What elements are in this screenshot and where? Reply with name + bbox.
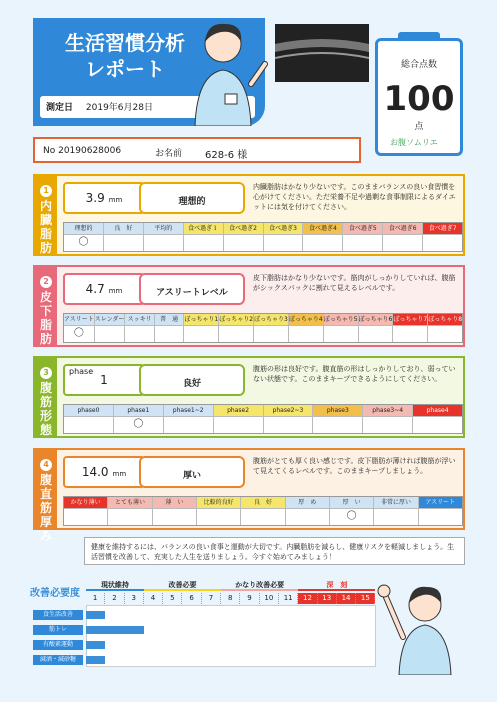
scale-header: ぽっちゃり2 bbox=[219, 314, 253, 326]
level-number: 11 bbox=[279, 593, 298, 604]
section-number: 2 bbox=[40, 276, 52, 288]
scale-mark bbox=[153, 509, 196, 525]
scale-header: phase2 bbox=[214, 405, 263, 417]
section-description: 皮下脂肪はかなり少ないです。筋肉がしっかりしていれば、腹筋がシックスパックに割れて見えるレベルです。 bbox=[253, 274, 456, 292]
scale-header: phase1~2 bbox=[164, 405, 213, 417]
level-number: 8 bbox=[221, 593, 240, 604]
level-number: 14 bbox=[337, 593, 356, 604]
scale-header: 非常に厚い bbox=[374, 497, 417, 509]
section-3 bbox=[33, 356, 465, 438]
level-number: 10 bbox=[260, 593, 279, 604]
section-title-char: 脂 bbox=[39, 318, 52, 332]
level-number: 7 bbox=[202, 593, 221, 604]
scale-header: 良 好 bbox=[241, 497, 284, 509]
scale-mark: 〇 bbox=[78, 237, 89, 248]
scale-header: スレンダー bbox=[95, 314, 125, 326]
scale-header: 食べ過ぎ6 bbox=[383, 223, 422, 235]
scale-mark: 〇 bbox=[133, 419, 144, 430]
improvement-label: 改善必要度 bbox=[30, 588, 80, 599]
scale-cell bbox=[224, 223, 264, 251]
section-tab bbox=[35, 450, 57, 543]
scale-header: 食べ過ぎ3 bbox=[264, 223, 303, 235]
section-tab bbox=[35, 267, 57, 345]
scale-mark bbox=[383, 235, 422, 251]
improvement-row-label: 筋トレ bbox=[33, 625, 83, 635]
value-prefix: phase bbox=[69, 367, 94, 376]
scale-header: かなり薄い bbox=[64, 497, 107, 509]
scale-mark bbox=[363, 417, 412, 433]
section-number: 4 bbox=[40, 459, 52, 471]
scale-mark bbox=[214, 417, 263, 433]
scale-cell bbox=[264, 223, 304, 251]
scale-header: ぽっちゃり8 bbox=[428, 314, 462, 326]
section-title-char: み bbox=[39, 529, 52, 543]
scale-header: ぽっちゃり6 bbox=[359, 314, 393, 326]
scale-mark bbox=[374, 509, 417, 525]
scale-mark bbox=[104, 235, 143, 251]
scale-mark bbox=[343, 235, 382, 251]
scale-header: 食べ過ぎ１ bbox=[184, 223, 223, 235]
section-title-char: 形 bbox=[39, 409, 52, 423]
section-title-char: 皮 bbox=[39, 290, 52, 304]
value-unit: mm bbox=[112, 470, 127, 478]
level-number: 12 bbox=[298, 593, 317, 604]
level-number: 4 bbox=[144, 593, 163, 604]
section-title-char: 腹 bbox=[39, 473, 52, 487]
scale-cell bbox=[64, 223, 104, 251]
improvement-row-label: 減酒・減砂糖 bbox=[33, 655, 83, 665]
scale-cell bbox=[359, 314, 394, 342]
scale-cell bbox=[423, 223, 462, 251]
patient-info bbox=[33, 137, 361, 163]
scale-header: ぽっちゃり4 bbox=[289, 314, 323, 326]
measurement-value bbox=[63, 273, 145, 305]
level-number: 13 bbox=[318, 593, 337, 604]
scale-cell bbox=[184, 223, 224, 251]
staff-illustration bbox=[175, 14, 270, 126]
measurement-value bbox=[63, 456, 145, 488]
scale-header: アスリート bbox=[419, 497, 462, 509]
scale-cell bbox=[95, 314, 126, 342]
level-group-header: 改善必要 bbox=[144, 580, 221, 591]
level-number: 5 bbox=[163, 593, 182, 604]
score-value: 100 bbox=[383, 79, 455, 119]
scale-cell bbox=[241, 497, 285, 525]
section-title-char: 腹 bbox=[39, 381, 52, 395]
improvement-bar bbox=[86, 641, 105, 649]
level-group-header: かなり改善必要 bbox=[221, 580, 298, 591]
section-title-char: 脂 bbox=[39, 227, 52, 241]
scale-cell bbox=[214, 405, 264, 433]
scale-cell bbox=[114, 405, 164, 433]
value-number: 3.9 bbox=[85, 191, 105, 205]
scale-header: 厚 い bbox=[330, 497, 373, 509]
scale-header: 厚 め bbox=[286, 497, 329, 509]
section-title-char: 筋 bbox=[39, 395, 52, 409]
scale-mark bbox=[324, 326, 358, 342]
scale-cell bbox=[197, 497, 241, 525]
scale-mark bbox=[264, 417, 313, 433]
scale-mark bbox=[393, 326, 427, 342]
scale-cell bbox=[219, 314, 254, 342]
scale-cell bbox=[324, 314, 359, 342]
scale-mark bbox=[254, 326, 288, 342]
scale-header: ぽっちゃり1 bbox=[184, 314, 218, 326]
score-label: 総合点数 bbox=[400, 60, 437, 70]
scale-mark bbox=[184, 326, 218, 342]
scale-mark bbox=[95, 326, 125, 342]
section-number: 1 bbox=[40, 185, 52, 197]
scale-cell bbox=[64, 314, 95, 342]
scale-header: phase2~3 bbox=[264, 405, 313, 417]
scale-mark: 〇 bbox=[73, 328, 84, 339]
scale-header: phase3 bbox=[313, 405, 362, 417]
level-number: 6 bbox=[183, 593, 202, 604]
scale-header: アスリート bbox=[64, 314, 94, 326]
scale-cell bbox=[413, 405, 462, 433]
section-tab bbox=[35, 358, 57, 436]
scale-header: 薄 い bbox=[153, 497, 196, 509]
scale-cell bbox=[254, 314, 289, 342]
scale-cell bbox=[64, 497, 108, 525]
brand-logo: お腹ソムリエ bbox=[390, 138, 438, 147]
scale-cell bbox=[363, 405, 413, 433]
level-number: 3 bbox=[125, 593, 144, 604]
improvement-bar bbox=[86, 626, 144, 634]
section-description: 腹筋がとても厚く良い感じです。皮下脂肪が薄ければ腹筋が浮いて見えてくるレベルです。このままキープしましょう。 bbox=[253, 457, 456, 475]
cheering-staff-illustration bbox=[375, 575, 465, 675]
rating-label: アスリートレベル bbox=[139, 273, 245, 305]
rating-scale bbox=[63, 313, 463, 343]
scale-mark bbox=[164, 417, 213, 433]
value-number: 14.0 bbox=[81, 465, 109, 479]
scale-mark bbox=[419, 509, 462, 525]
rating-scale bbox=[63, 496, 463, 526]
scale-header: phase4 bbox=[413, 405, 462, 417]
scale-header: スッキリ bbox=[125, 314, 154, 326]
score-card bbox=[375, 38, 463, 156]
scale-cell bbox=[313, 405, 363, 433]
scale-cell bbox=[428, 314, 462, 342]
scale-header: phase1 bbox=[114, 405, 163, 417]
section-1 bbox=[33, 174, 465, 256]
rating-scale bbox=[63, 404, 463, 434]
scale-header: 普 通 bbox=[155, 314, 184, 326]
scale-mark bbox=[286, 509, 329, 525]
scale-cell bbox=[155, 314, 185, 342]
scale-cell bbox=[125, 314, 155, 342]
scale-mark bbox=[359, 326, 393, 342]
scale-header: 比較的良好 bbox=[197, 497, 240, 509]
scale-cell bbox=[264, 405, 314, 433]
scale-mark bbox=[108, 509, 151, 525]
improvement-row-label: 食生活改善 bbox=[33, 610, 83, 620]
scale-header: 平均的 bbox=[144, 223, 183, 235]
scale-cell bbox=[104, 223, 144, 251]
scale-header: ぽっちゃり7 bbox=[393, 314, 427, 326]
level-group-header: 深 刻 bbox=[298, 580, 375, 591]
scale-cell bbox=[108, 497, 152, 525]
scale-cell bbox=[303, 223, 343, 251]
scale-mark bbox=[155, 326, 184, 342]
rating-label: 理想的 bbox=[139, 182, 245, 214]
section-title-char: 下 bbox=[39, 304, 52, 318]
measurement-value bbox=[63, 182, 145, 214]
scale-mark bbox=[144, 235, 183, 251]
scale-mark bbox=[125, 326, 154, 342]
section-title-char: 肪 bbox=[39, 241, 52, 255]
scale-cell bbox=[153, 497, 197, 525]
scale-cell bbox=[64, 405, 114, 433]
section-title-char: 態 bbox=[39, 423, 52, 437]
scale-header: 食べ過ぎ5 bbox=[343, 223, 382, 235]
level-number: 1 bbox=[86, 593, 105, 604]
scale-header: phase0 bbox=[64, 405, 113, 417]
value-unit: mm bbox=[108, 196, 123, 204]
scale-mark bbox=[184, 235, 223, 251]
scale-header: 食べ過ぎ4 bbox=[303, 223, 342, 235]
scale-mark bbox=[428, 326, 462, 342]
scale-mark bbox=[241, 509, 284, 525]
scale-mark bbox=[289, 326, 323, 342]
section-4 bbox=[33, 448, 465, 543]
date-label: 測定日 bbox=[46, 103, 74, 113]
improvement-bar bbox=[86, 656, 105, 664]
rating-scale bbox=[63, 222, 463, 252]
name-label: お名前 bbox=[155, 149, 183, 159]
scale-mark bbox=[197, 509, 240, 525]
scale-mark bbox=[219, 326, 253, 342]
report-title: 生活習慣分析 レポート bbox=[65, 31, 185, 81]
ultrasound-image bbox=[275, 24, 369, 82]
scale-mark bbox=[423, 235, 462, 251]
scale-mark: 〇 bbox=[346, 511, 357, 522]
advice-box: 健康を維持するには、バランスの良い食事と運動が大切です。内臓脂肪を減らし、健康リスクを軽減しましょう。生活習慣を改善して、充実した人生を送りましょう。今すぐ始めてみましょう！ bbox=[84, 537, 465, 565]
scale-cell bbox=[419, 497, 462, 525]
scale-mark bbox=[264, 235, 303, 251]
scale-header: 理想的 bbox=[64, 223, 103, 235]
value-unit: mm bbox=[108, 287, 123, 295]
scale-header: ぽっちゃり3 bbox=[254, 314, 288, 326]
improvement-row-label: 有酸素運動 bbox=[33, 640, 83, 650]
scale-mark bbox=[303, 235, 342, 251]
scale-cell bbox=[286, 497, 330, 525]
scale-header: 食べ過ぎ7 bbox=[423, 223, 462, 235]
level-number: 2 bbox=[105, 593, 124, 604]
scale-mark bbox=[413, 417, 462, 433]
scale-mark bbox=[64, 417, 113, 433]
scale-cell bbox=[343, 223, 383, 251]
rating-label: 厚い bbox=[139, 456, 245, 488]
scale-header: とても薄い bbox=[108, 497, 151, 509]
scale-cell bbox=[330, 497, 374, 525]
section-title-char: 肪 bbox=[39, 332, 52, 346]
level-number: 9 bbox=[240, 593, 259, 604]
scale-header: 食べ過ぎ2 bbox=[224, 223, 263, 235]
record-id: No 20190628006 bbox=[43, 146, 122, 156]
improvement-bar bbox=[86, 611, 105, 619]
level-group-header: 現状維持 bbox=[86, 580, 144, 591]
scale-cell bbox=[164, 405, 214, 433]
scale-cell bbox=[144, 223, 184, 251]
section-title-char: 直 bbox=[39, 487, 52, 501]
section-title-char: 内 bbox=[39, 199, 52, 213]
section-title-char: 臓 bbox=[39, 213, 52, 227]
scale-cell bbox=[374, 497, 418, 525]
section-tab bbox=[35, 176, 57, 254]
date-value: 2019年6月28日 bbox=[85, 103, 153, 113]
value-number: 1 bbox=[100, 373, 108, 387]
section-description: 腹筋の形は良好です。腹直筋の形はしっかりしており、弱っていない状態です。このままキープできるようにしてください。 bbox=[253, 365, 456, 383]
scale-mark bbox=[313, 417, 362, 433]
scale-cell bbox=[184, 314, 219, 342]
scale-cell bbox=[289, 314, 324, 342]
section-title-char: 筋 bbox=[39, 501, 52, 515]
scale-mark bbox=[224, 235, 263, 251]
level-number: 15 bbox=[356, 593, 375, 604]
section-description: 内臓脂肪はかなり少ないです。このままバランスの良い食習慣を心がけてください。ただ栄養不足や過剰な食事制限によるダイエットには気を付けてください。 bbox=[253, 183, 456, 211]
score-unit: 点 bbox=[414, 122, 424, 132]
scale-mark bbox=[64, 509, 107, 525]
scale-header: 良 好 bbox=[104, 223, 143, 235]
rating-label: 良好 bbox=[139, 364, 245, 396]
scale-header: ぽっちゃり5 bbox=[324, 314, 358, 326]
improvement-grid bbox=[86, 605, 376, 667]
value-number: 4.7 bbox=[85, 282, 105, 296]
section-title-char: 厚 bbox=[39, 515, 52, 529]
name-value: 628-6 様 bbox=[205, 150, 248, 161]
section-2 bbox=[33, 265, 465, 347]
scale-header: phase3~4 bbox=[363, 405, 412, 417]
scale-cell bbox=[383, 223, 423, 251]
section-number: 3 bbox=[40, 367, 52, 379]
measurement-value bbox=[63, 364, 145, 396]
scale-cell bbox=[393, 314, 428, 342]
